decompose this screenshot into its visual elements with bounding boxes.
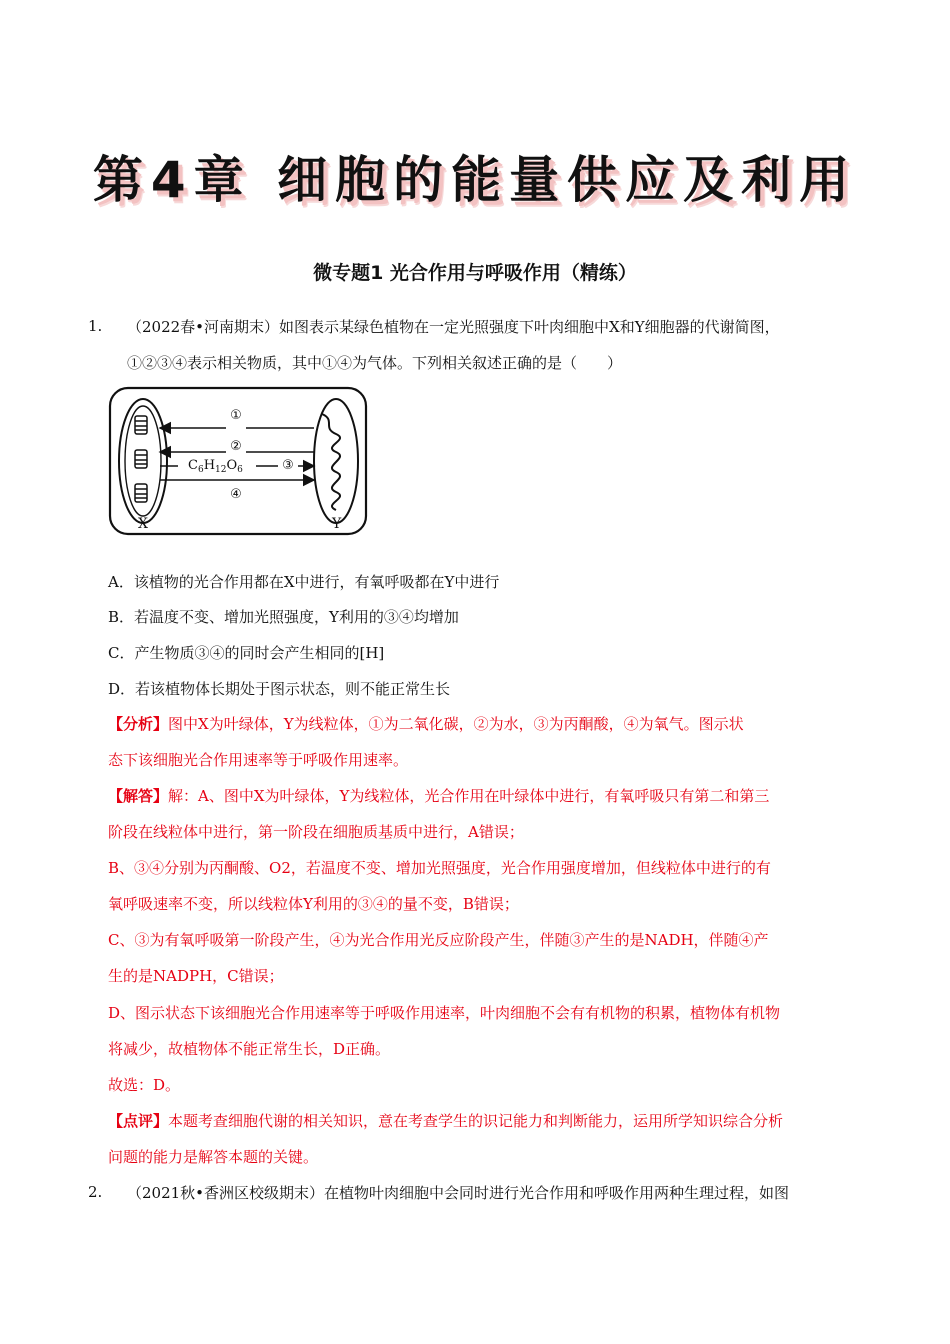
option-d: D．若该植物体长期处于图示状态，则不能正常生长 [108, 680, 451, 698]
analysis-line2: 态下该细胞光合作用速率等于呼吸作用速率。 [108, 751, 409, 769]
label-1: ① [230, 408, 242, 423]
question-1-number: 1. [88, 317, 103, 335]
section-subtitle: 微专题1 光合作用与呼吸作用（精练） [313, 262, 637, 284]
comment-line1: 【点评】本题考查细胞代谢的相关知识，意在考查学生的识记能力和判断能力，运用所学知识综合分析 [108, 1112, 784, 1130]
label-x: X [138, 516, 148, 532]
analysis-tag: 【分析】 [108, 715, 169, 733]
label-3: ③ [282, 458, 294, 473]
answer-tag: 【解答】 [108, 787, 169, 805]
question-2-stem-line1: （2021秋•香洲区校级期末）在植物叶肉细胞中会同时进行光合作用和呼吸作用两种生理过程，如图 [127, 1184, 790, 1202]
comment-line2: 问题的能力是解答本题的关键。 [108, 1148, 319, 1166]
answer-line5: C、③为有氧呼吸第一阶段产生，④为光合作用光反应阶段产生，伴随③产生的是NADH，伴随④产 [108, 931, 769, 949]
question-1-stem-line2: ①②③④表示相关物质，其中①④为气体。下列相关叙述正确的是（ ） [127, 354, 623, 372]
answer-line8: 将减少，故植物体不能正常生长，D正确。 [108, 1040, 391, 1058]
chloroplast-x [119, 399, 167, 523]
chapter-title: 第4章 细胞的能量供应及利用 [92, 151, 858, 209]
mitochondrion-y [314, 399, 358, 523]
answer-line1: 【解答】解：A、图中X为叶绿体，Y为线粒体，光合作用在叶绿体中进行，有氧呼吸只有第二和第三 [108, 787, 770, 805]
option-a: A．该植物的光合作用都在X中进行，有氧呼吸都在Y中进行 [108, 573, 500, 591]
final-choice: 故选：D。 [108, 1076, 181, 1094]
label-4: ④ [230, 487, 242, 502]
answer-line6: 生的是NADPH，C错误； [108, 967, 284, 985]
answer-line4: 氧呼吸速率不变，所以线粒体Y利用的③④的量不变，B错误； [108, 895, 519, 913]
answer-line7: D、图示状态下该细胞光合作用速率等于呼吸作用速率，叶肉细胞不会有有机物的积累，植物体有机物 [108, 1004, 781, 1022]
formula-glucose: $C_6H_{12}O_6$ [188, 458, 243, 475]
comment-tag: 【点评】 [108, 1112, 169, 1130]
question-2-number: 2. [88, 1183, 103, 1201]
label-y: Y [332, 516, 342, 532]
answer-line3: B、③④分别为丙酮酸、O2，若温度不变、增加光照强度，光合作用强度增加，但线粒体中进行的有 [108, 859, 771, 877]
option-c: C．产生物质③④的同时会产生相同的[H] [108, 644, 385, 662]
analysis-line1: 【分析】图中X为叶绿体，Y为线粒体，①为二氧化碳，②为水，③为丙酮酸，④为氧气。图示状 [108, 715, 744, 733]
label-2: ② [230, 439, 242, 454]
organelle-metabolism-diagram [108, 386, 370, 536]
option-b: B．若温度不变、增加光照强度，Y利用的③④均增加 [108, 608, 459, 626]
answer-line2: 阶段在线粒体中进行，第一阶段在细胞质基质中进行，A错误； [108, 823, 524, 841]
question-1-stem-line1: （2022春•河南期末）如图表示某绿色植物在一定光照强度下叶肉细胞中X和Y细胞器的代谢简图， [127, 318, 780, 336]
